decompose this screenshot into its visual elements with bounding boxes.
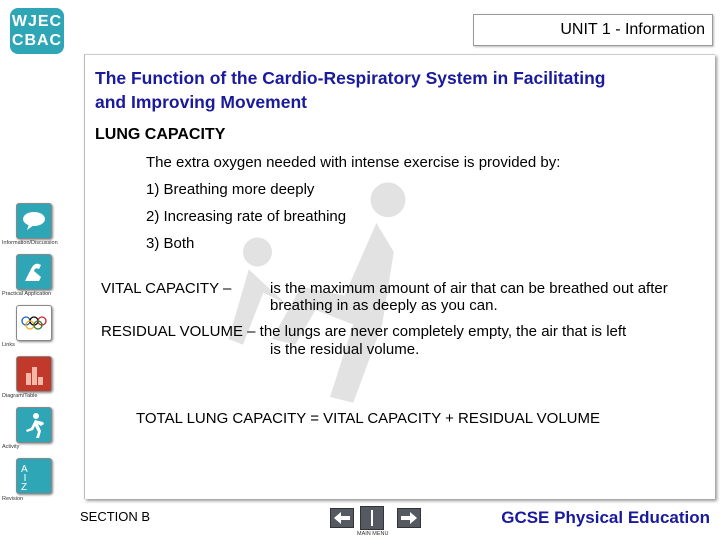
residual-volume-line2: is the residual volume. (270, 341, 420, 358)
section-label: SECTION B (80, 509, 151, 524)
residual-volume-line1: RESIDUAL VOLUME – the lungs are never completely empty, the air that is left (101, 323, 627, 340)
nav-label-diagram: Diagram/Table (2, 393, 38, 399)
olympic-rings-icon (17, 306, 51, 340)
speech-bubble-icon (17, 204, 51, 238)
nav-label-activity: Activity (2, 444, 20, 450)
a-z-icon (17, 459, 51, 493)
arrow-left-icon (331, 509, 353, 527)
content-panel (84, 54, 715, 499)
revision-button[interactable] (16, 458, 52, 494)
information-discussion-button[interactable] (16, 203, 52, 239)
wjec-logo (10, 8, 64, 54)
svg-text:Z: Z (21, 482, 28, 493)
links-button[interactable] (16, 305, 52, 341)
nav-label-revision: Revision (2, 496, 24, 502)
nav-label-practical: Practical Application (2, 291, 52, 297)
vital-capacity-definition: is the maximum amount of air that can be breathed out after breathing in as deeply as you can. (270, 280, 668, 314)
svg-text:A: A (21, 464, 28, 475)
runner-icon (17, 408, 51, 442)
flexed-arm-icon (17, 255, 51, 289)
main-menu-label: MAIN MENU (357, 531, 389, 537)
unit-label: UNIT 1 - Information (560, 21, 705, 38)
next-button[interactable] (397, 508, 421, 528)
lung-capacity-equation: TOTAL LUNG CAPACITY = VITAL CAPACITY + RESIDUAL VOLUME (136, 410, 601, 427)
bar-chart-icon (17, 357, 51, 391)
vital-capacity-term: VITAL CAPACITY – (101, 280, 232, 297)
arrow-right-icon (398, 509, 420, 527)
nav-label-links: Links (2, 342, 15, 348)
intro-text: The extra oxygen needed with intense exercise is provided by: (146, 154, 561, 171)
logo-top-text: WJEC (11, 13, 63, 30)
practical-application-button[interactable] (16, 254, 52, 290)
page-title: The Function of the Cardio-Respiratory System in Facilitating and Improving Movement (95, 68, 606, 112)
option-3: 3) Both (146, 235, 195, 252)
option-1: 1) Breathing more deeply (146, 181, 315, 198)
diagram-table-button[interactable] (16, 356, 52, 392)
option-2: 2) Increasing rate of breathing (146, 208, 347, 225)
unit-label-box (473, 14, 713, 46)
nav-label-info: Information/Discussion (2, 240, 58, 246)
course-brand: GCSE Physical Education (501, 508, 710, 527)
main-menu-button[interactable] (360, 506, 384, 530)
previous-button[interactable] (330, 508, 354, 528)
section-heading: LUNG CAPACITY (95, 126, 226, 143)
menu-figure-icon (361, 507, 383, 529)
activity-button[interactable] (16, 407, 52, 443)
logo-bottom-text: CBAC (11, 32, 63, 49)
